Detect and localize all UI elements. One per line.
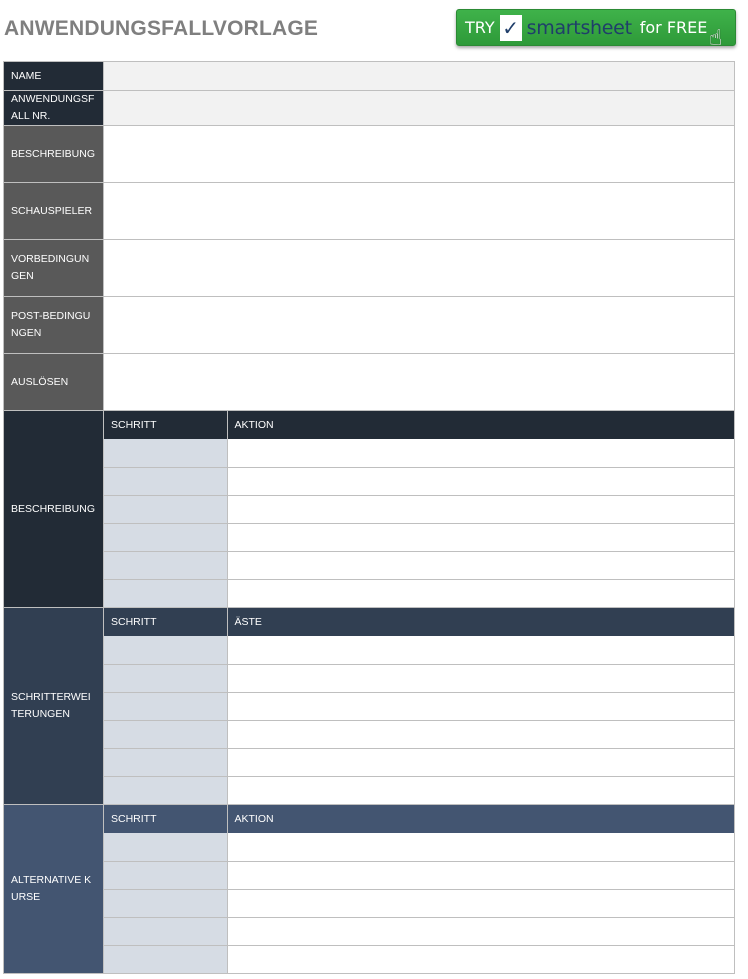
step-cell[interactable] (104, 945, 227, 973)
table-row (104, 467, 734, 495)
field-input-trigger[interactable] (104, 354, 735, 411)
table-row (104, 636, 734, 664)
table-row (104, 748, 734, 776)
steps-header (104, 411, 734, 439)
action-cell[interactable] (227, 861, 734, 889)
branch-cell[interactable] (227, 692, 734, 720)
section-label-description: BESCHREIBUNG (4, 411, 104, 608)
field-input-name[interactable] (104, 62, 735, 91)
branch-cell[interactable] (227, 776, 734, 804)
action-cell[interactable] (227, 579, 734, 607)
section-row-description (4, 411, 735, 608)
step-cell[interactable] (104, 720, 227, 748)
section-row-alternative-courses (4, 805, 735, 974)
table-row (104, 861, 734, 889)
action-cell[interactable] (227, 495, 734, 523)
column-header-action: AKTION (227, 411, 734, 439)
table-row (104, 776, 734, 804)
field-input-actors[interactable] (104, 183, 735, 240)
branch-cell[interactable] (227, 664, 734, 692)
step-cell[interactable] (104, 636, 227, 664)
step-cell[interactable] (104, 861, 227, 889)
step-cell[interactable] (104, 889, 227, 917)
branch-cell[interactable] (227, 748, 734, 776)
branch-cell[interactable] (227, 720, 734, 748)
branch-cell[interactable] (227, 636, 734, 664)
steps-table-alternatives (104, 805, 734, 973)
table-row (104, 579, 734, 607)
field-label-name: NAME (4, 62, 104, 91)
use-case-table (3, 61, 735, 974)
field-label-description: BESCHREIBUNG (4, 126, 104, 183)
table-row (104, 889, 734, 917)
section-label-step-extensions: SCHRITTERWEITERUNGEN (4, 608, 104, 805)
step-cell[interactable] (104, 776, 227, 804)
action-cell[interactable] (227, 889, 734, 917)
steps-header (104, 805, 734, 833)
section-row-step-extensions (4, 608, 735, 805)
checkmark-icon: ✓ (500, 15, 522, 41)
action-cell[interactable] (227, 945, 734, 973)
field-label-actors: SCHAUSPIELER (4, 183, 104, 240)
cta-free-text: for FREE (639, 18, 708, 37)
column-header-branches: ÄSTE (227, 608, 734, 636)
steps-table-description (104, 411, 734, 607)
column-header-step: SCHRITT (104, 805, 227, 833)
field-row-trigger (4, 354, 735, 411)
table-row (104, 833, 734, 861)
step-cell[interactable] (104, 692, 227, 720)
step-cell[interactable] (104, 467, 227, 495)
field-row-postconditions (4, 297, 735, 354)
field-row-preconditions (4, 240, 735, 297)
column-header-step: SCHRITT (104, 411, 227, 439)
field-label-trigger: AUSLÖSEN (4, 354, 104, 411)
column-header-step: SCHRITT (104, 608, 227, 636)
cta-try-text: TRY (465, 18, 495, 37)
field-label-use-case-no: ANWENDUNGSFALL NR. (4, 91, 104, 126)
field-row-use-case-no (4, 91, 735, 126)
field-input-use-case-no[interactable] (104, 91, 735, 126)
section-label-alternative-courses: ALTERNATIVE KURSE (4, 805, 104, 974)
table-row (104, 523, 734, 551)
hand-pointer-icon: ☝ (709, 26, 723, 51)
steps-header (104, 608, 734, 636)
field-input-preconditions[interactable] (104, 240, 735, 297)
table-row (104, 692, 734, 720)
table-row (104, 551, 734, 579)
step-cell[interactable] (104, 579, 227, 607)
field-row-description (4, 126, 735, 183)
step-cell[interactable] (104, 748, 227, 776)
step-cell[interactable] (104, 917, 227, 945)
table-row (104, 439, 734, 467)
action-cell[interactable] (227, 917, 734, 945)
table-row (104, 917, 734, 945)
step-cell[interactable] (104, 439, 227, 467)
step-cell[interactable] (104, 523, 227, 551)
field-input-postconditions[interactable] (104, 297, 735, 354)
step-cell[interactable] (104, 551, 227, 579)
step-cell[interactable] (104, 833, 227, 861)
step-cell[interactable] (104, 664, 227, 692)
action-cell[interactable] (227, 439, 734, 467)
page-title: ANWENDUNGSFALLVORLAGE (4, 17, 319, 40)
table-row (104, 945, 734, 973)
column-header-action: AKTION (227, 805, 734, 833)
step-cell[interactable] (104, 495, 227, 523)
steps-table-extensions (104, 608, 734, 804)
smartsheet-logo-text: smartsheet (526, 16, 632, 39)
field-label-preconditions: VORBEDINGUNGEN (4, 240, 104, 297)
field-label-postconditions: POST-BEDINGUNGEN (4, 297, 104, 354)
field-input-description[interactable] (104, 126, 735, 183)
field-row-name (4, 62, 735, 91)
action-cell[interactable] (227, 833, 734, 861)
action-cell[interactable] (227, 551, 734, 579)
table-row (104, 664, 734, 692)
try-smartsheet-button[interactable] (456, 9, 736, 51)
action-cell[interactable] (227, 467, 734, 495)
field-row-actors (4, 183, 735, 240)
table-row (104, 720, 734, 748)
action-cell[interactable] (227, 523, 734, 551)
table-row (104, 495, 734, 523)
